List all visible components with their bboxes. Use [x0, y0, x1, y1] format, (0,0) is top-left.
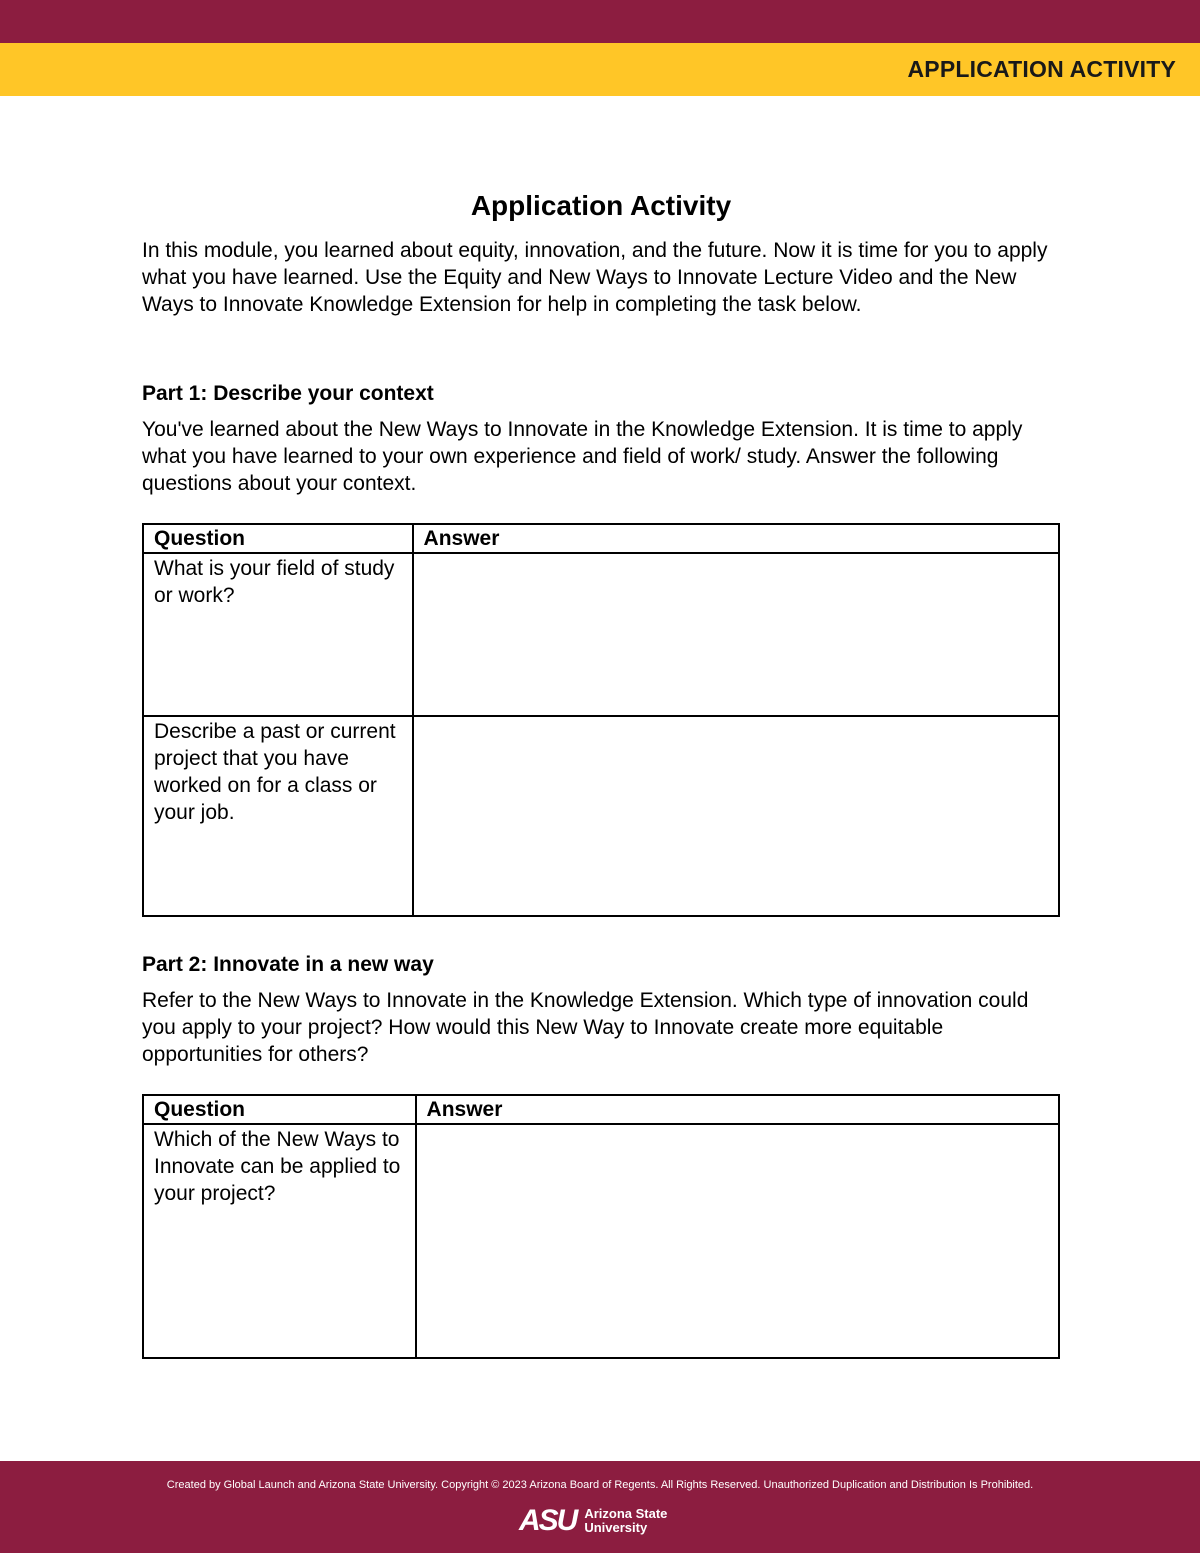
table-row: [143, 553, 1059, 716]
part1-answer-2[interactable]: [413, 716, 1059, 916]
part1-col-answer: Answer: [413, 524, 1059, 553]
part1-table: [142, 523, 1060, 917]
part1-paragraph: You've learned about the New Ways to Innovate in the Knowledge Extension. It is time to apply what you have learned to your own experience and field of work/ study. Answer the following questions about your context.: [142, 418, 1023, 495]
asu-logo-line2: University: [584, 1520, 648, 1535]
table-row: [143, 716, 1059, 916]
header-gold-bar: [0, 43, 1200, 96]
header-maroon-bar: [0, 0, 1200, 43]
part1-col-question: Question: [143, 524, 413, 553]
footer-copyright: Created by Global Launch and Arizona State University. Copyright © 2023 Arizona Board of Regents. All Rights Reserved. Unauthorized Duplication and Distribution Is Prohibited.: [166, 1479, 1034, 1491]
part1-question-2: Describe a past or current project that you have worked on for a class or your job.: [143, 716, 413, 916]
part1-answer-1[interactable]: [413, 553, 1059, 716]
asu-logo-mark: ASU: [519, 1504, 577, 1537]
asu-logo: [519, 1506, 667, 1536]
intro-paragraph: In this module, you learned about equity, innovation, and the future. Now it is time for you to apply what you have learned. Use the Equity and New Ways to Innovate Lecture Video and the New Ways to Innovate Knowledge Extension for help in completing the task below.: [142, 239, 1048, 316]
asu-logo-name: [584, 1507, 667, 1535]
part1-question-1: What is your field of study or work?: [143, 553, 413, 716]
part2-question-1: Which of the New Ways to Innovate can be applied to your project?: [143, 1124, 416, 1358]
table-row: [143, 1124, 1059, 1358]
footer-bar: [0, 1461, 1200, 1553]
part2-table: [142, 1094, 1060, 1359]
asu-logo-line1: Arizona State: [584, 1506, 668, 1521]
part2-answer-1[interactable]: [416, 1124, 1059, 1358]
part2-col-answer: Answer: [416, 1095, 1059, 1124]
page-title: Application Activity: [470, 190, 732, 221]
part2-heading: Part 2: Innovate in a new way: [142, 953, 434, 976]
part2-paragraph: Refer to the New Ways to Innovate in the Knowledge Extension. Which type of innovation could you apply to your project? How would this New Way to Innovate create more equitable opportunities for others?: [142, 989, 1029, 1066]
part1-heading: Part 1: Describe your context: [142, 382, 434, 405]
header-label: APPLICATION ACTIVITY: [907, 56, 1176, 82]
part2-col-question: Question: [143, 1095, 416, 1124]
